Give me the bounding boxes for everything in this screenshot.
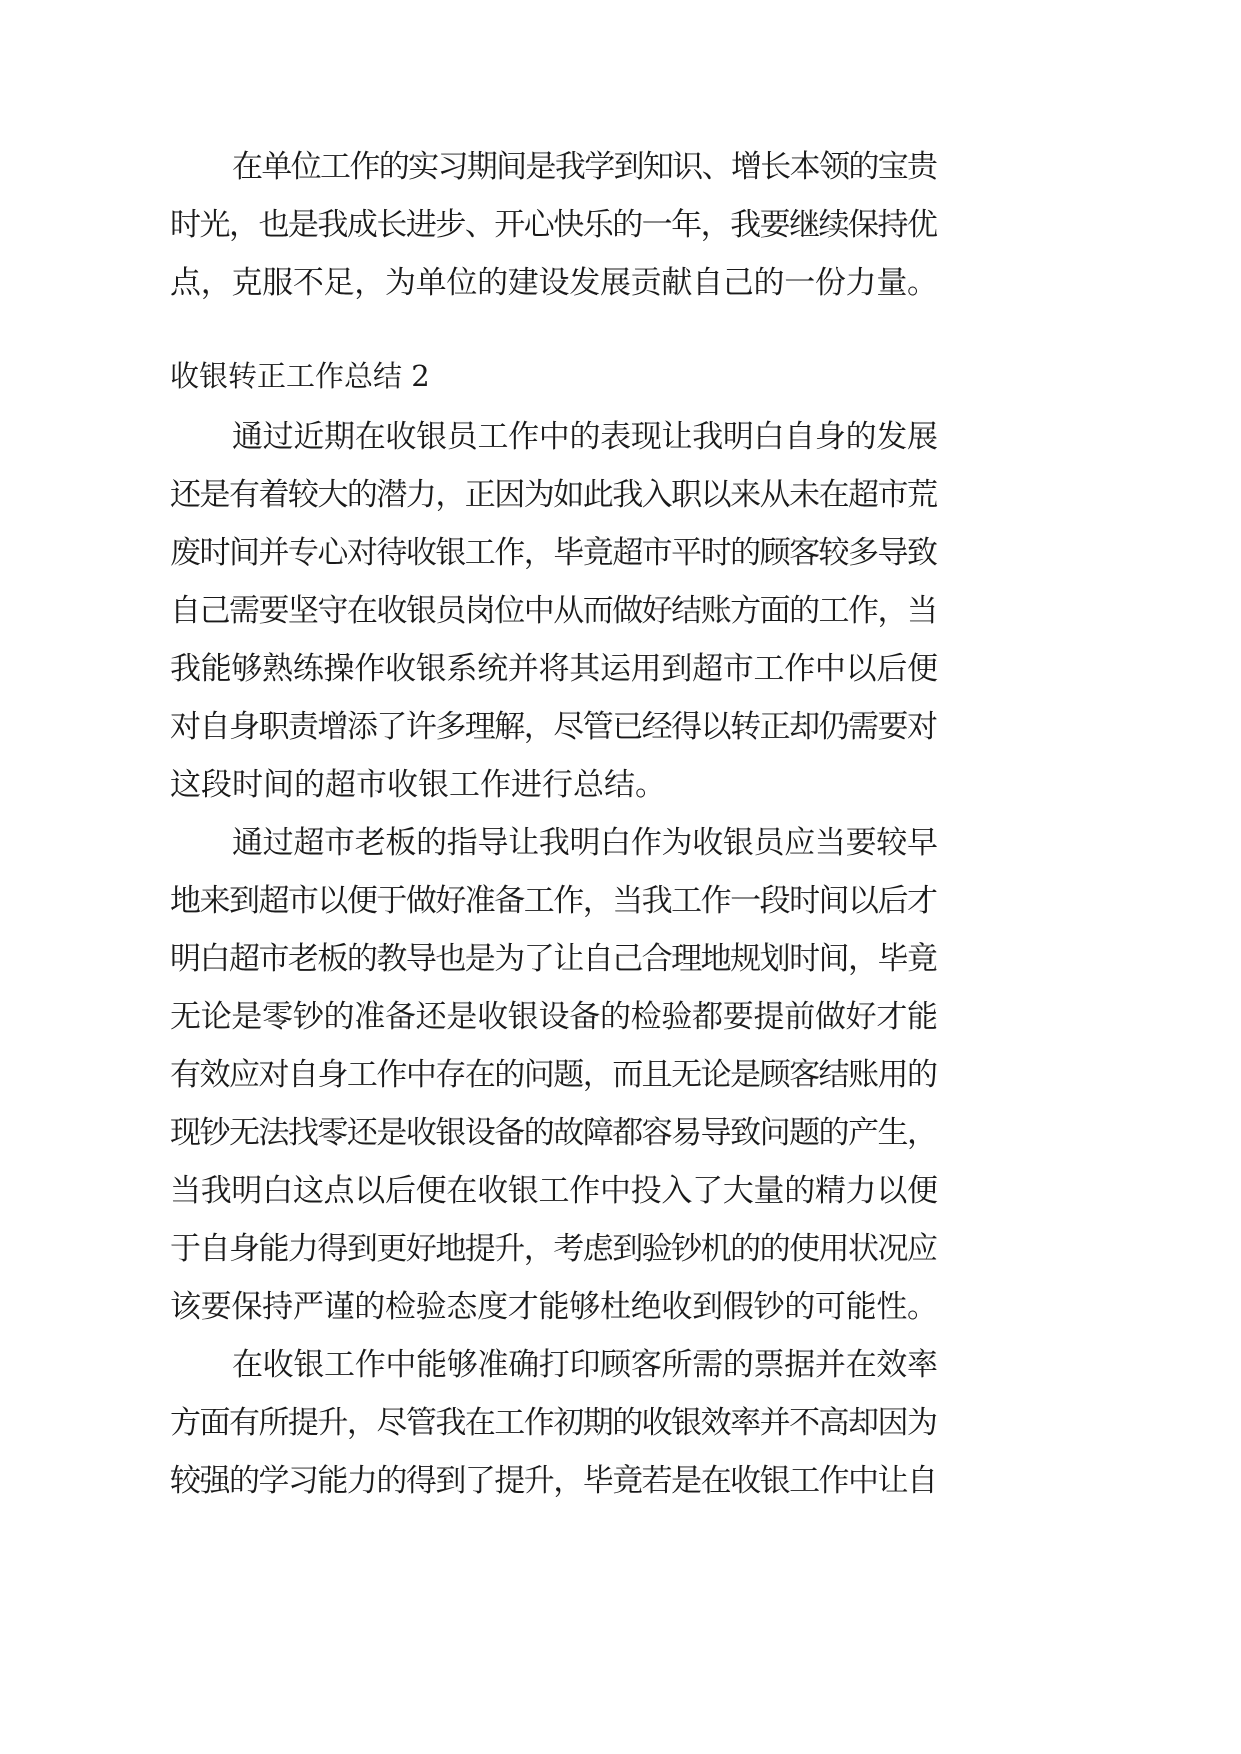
paragraph-2-line-6-text: 对自身职责增添了许多理解，尽管已经得以转正却仍需要对 xyxy=(170,709,937,745)
paragraph-3-line-5 xyxy=(0,1045,1241,1105)
paragraph-3-line-4 xyxy=(0,987,1241,1047)
paragraph-2-line-2 xyxy=(0,465,1241,525)
paragraph-3-line-1 xyxy=(0,813,1241,873)
paragraph-2-line-1-text: 通过近期在收银员工作中的表现让我明白自身的发展 xyxy=(232,419,938,455)
paragraph-2-line-2-text: 还是有着较大的潜力，正因为如此我入职以来从未在超市荒 xyxy=(170,477,937,513)
paragraph-1-line-3-text: 点，克服不足，为单位的建设发展贡献自己的一份力量。 xyxy=(170,265,938,301)
paragraph-1-line-2 xyxy=(0,195,1241,255)
paragraph-4-line-3-text: 较强的学习能力的得到了提升，毕竟若是在收银工作中让自 xyxy=(170,1463,937,1499)
paragraph-2-line-4 xyxy=(0,581,1241,641)
paragraph-1-line-3 xyxy=(0,253,1241,313)
paragraph-4-line-1-text: 在收银工作中能够准确打印顾客所需的票据并在效率 xyxy=(232,1347,938,1383)
paragraph-4-line-2 xyxy=(0,1393,1241,1453)
paragraph-2-line-1 xyxy=(0,407,1241,467)
paragraph-3-line-6-text: 现钞无法找零还是收银设备的故障都容易导致问题的产生， xyxy=(170,1115,937,1151)
paragraph-3-line-6 xyxy=(0,1103,1241,1163)
paragraph-3-line-9 xyxy=(0,1277,1241,1337)
paragraph-2-line-6 xyxy=(0,697,1241,757)
paragraph-2-line-4-text: 自己需要坚守在收银员岗位中从而做好结账方面的工作，当 xyxy=(170,593,937,629)
paragraph-3-line-7-text: 当我明白这点以后便在收银工作中投入了大量的精力以便 xyxy=(170,1173,938,1209)
paragraph-2-line-5-text: 我能够熟练操作收银系统并将其运用到超市工作中以后便 xyxy=(170,651,938,687)
paragraph-3-line-7 xyxy=(0,1161,1241,1221)
paragraph-3-line-5-text: 有效应对自身工作中存在的问题，而且无论是顾客结账用的 xyxy=(170,1057,937,1093)
paragraph-3-line-4-text: 无论是零钞的准备还是收银设备的检验都要提前做好才能 xyxy=(170,999,938,1035)
paragraph-2-line-7-text: 这段时间的超市收银工作进行总结。 xyxy=(170,767,666,803)
paragraph-2-line-3-text: 废时间并专心对待收银工作，毕竟超市平时的顾客较多导致 xyxy=(170,535,937,571)
paragraph-3-line-8-text: 于自身能力得到更好地提升，考虑到验钞机的的使用状况应 xyxy=(170,1231,937,1267)
paragraph-3-line-8 xyxy=(0,1219,1241,1279)
paragraph-3-line-3-text: 明白超市老板的教导也是为了让自己合理地规划时间，毕竟 xyxy=(170,941,937,977)
paragraph-1-line-1-text: 在单位工作的实习期间是我学到知识、增长本领的宝贵 xyxy=(232,149,937,185)
paragraph-4-line-3 xyxy=(0,1451,1241,1511)
paragraph-3-line-9-text: 该要保持严谨的检验态度才能够杜绝收到假钞的可能性。 xyxy=(170,1289,938,1325)
paragraph-2-line-7 xyxy=(0,755,1241,815)
paragraph-1-line-1 xyxy=(0,137,1241,197)
paragraph-3-line-2-text: 地来到超市以便于做好准备工作，当我工作一段时间以后才 xyxy=(170,883,937,919)
paragraph-2-line-5 xyxy=(0,639,1241,699)
paragraph-4-line-1 xyxy=(0,1335,1241,1395)
paragraph-3-line-2 xyxy=(0,871,1241,931)
paragraph-3-line-3 xyxy=(0,929,1241,989)
paragraph-2-line-3 xyxy=(0,523,1241,583)
paragraph-4-line-2-text: 方面有所提升，尽管我在工作初期的收银效率并不高却因为 xyxy=(170,1405,937,1441)
section-heading xyxy=(0,346,1241,406)
paragraph-3-line-1-text: 通过超市老板的指导让我明白作为收银员应当要较早 xyxy=(232,825,938,861)
section-heading-text: 收银转正工作总结 2 xyxy=(170,359,430,393)
paragraph-1-line-2-text: 时光，也是我成长进步、开心快乐的一年，我要继续保持优 xyxy=(170,207,937,243)
